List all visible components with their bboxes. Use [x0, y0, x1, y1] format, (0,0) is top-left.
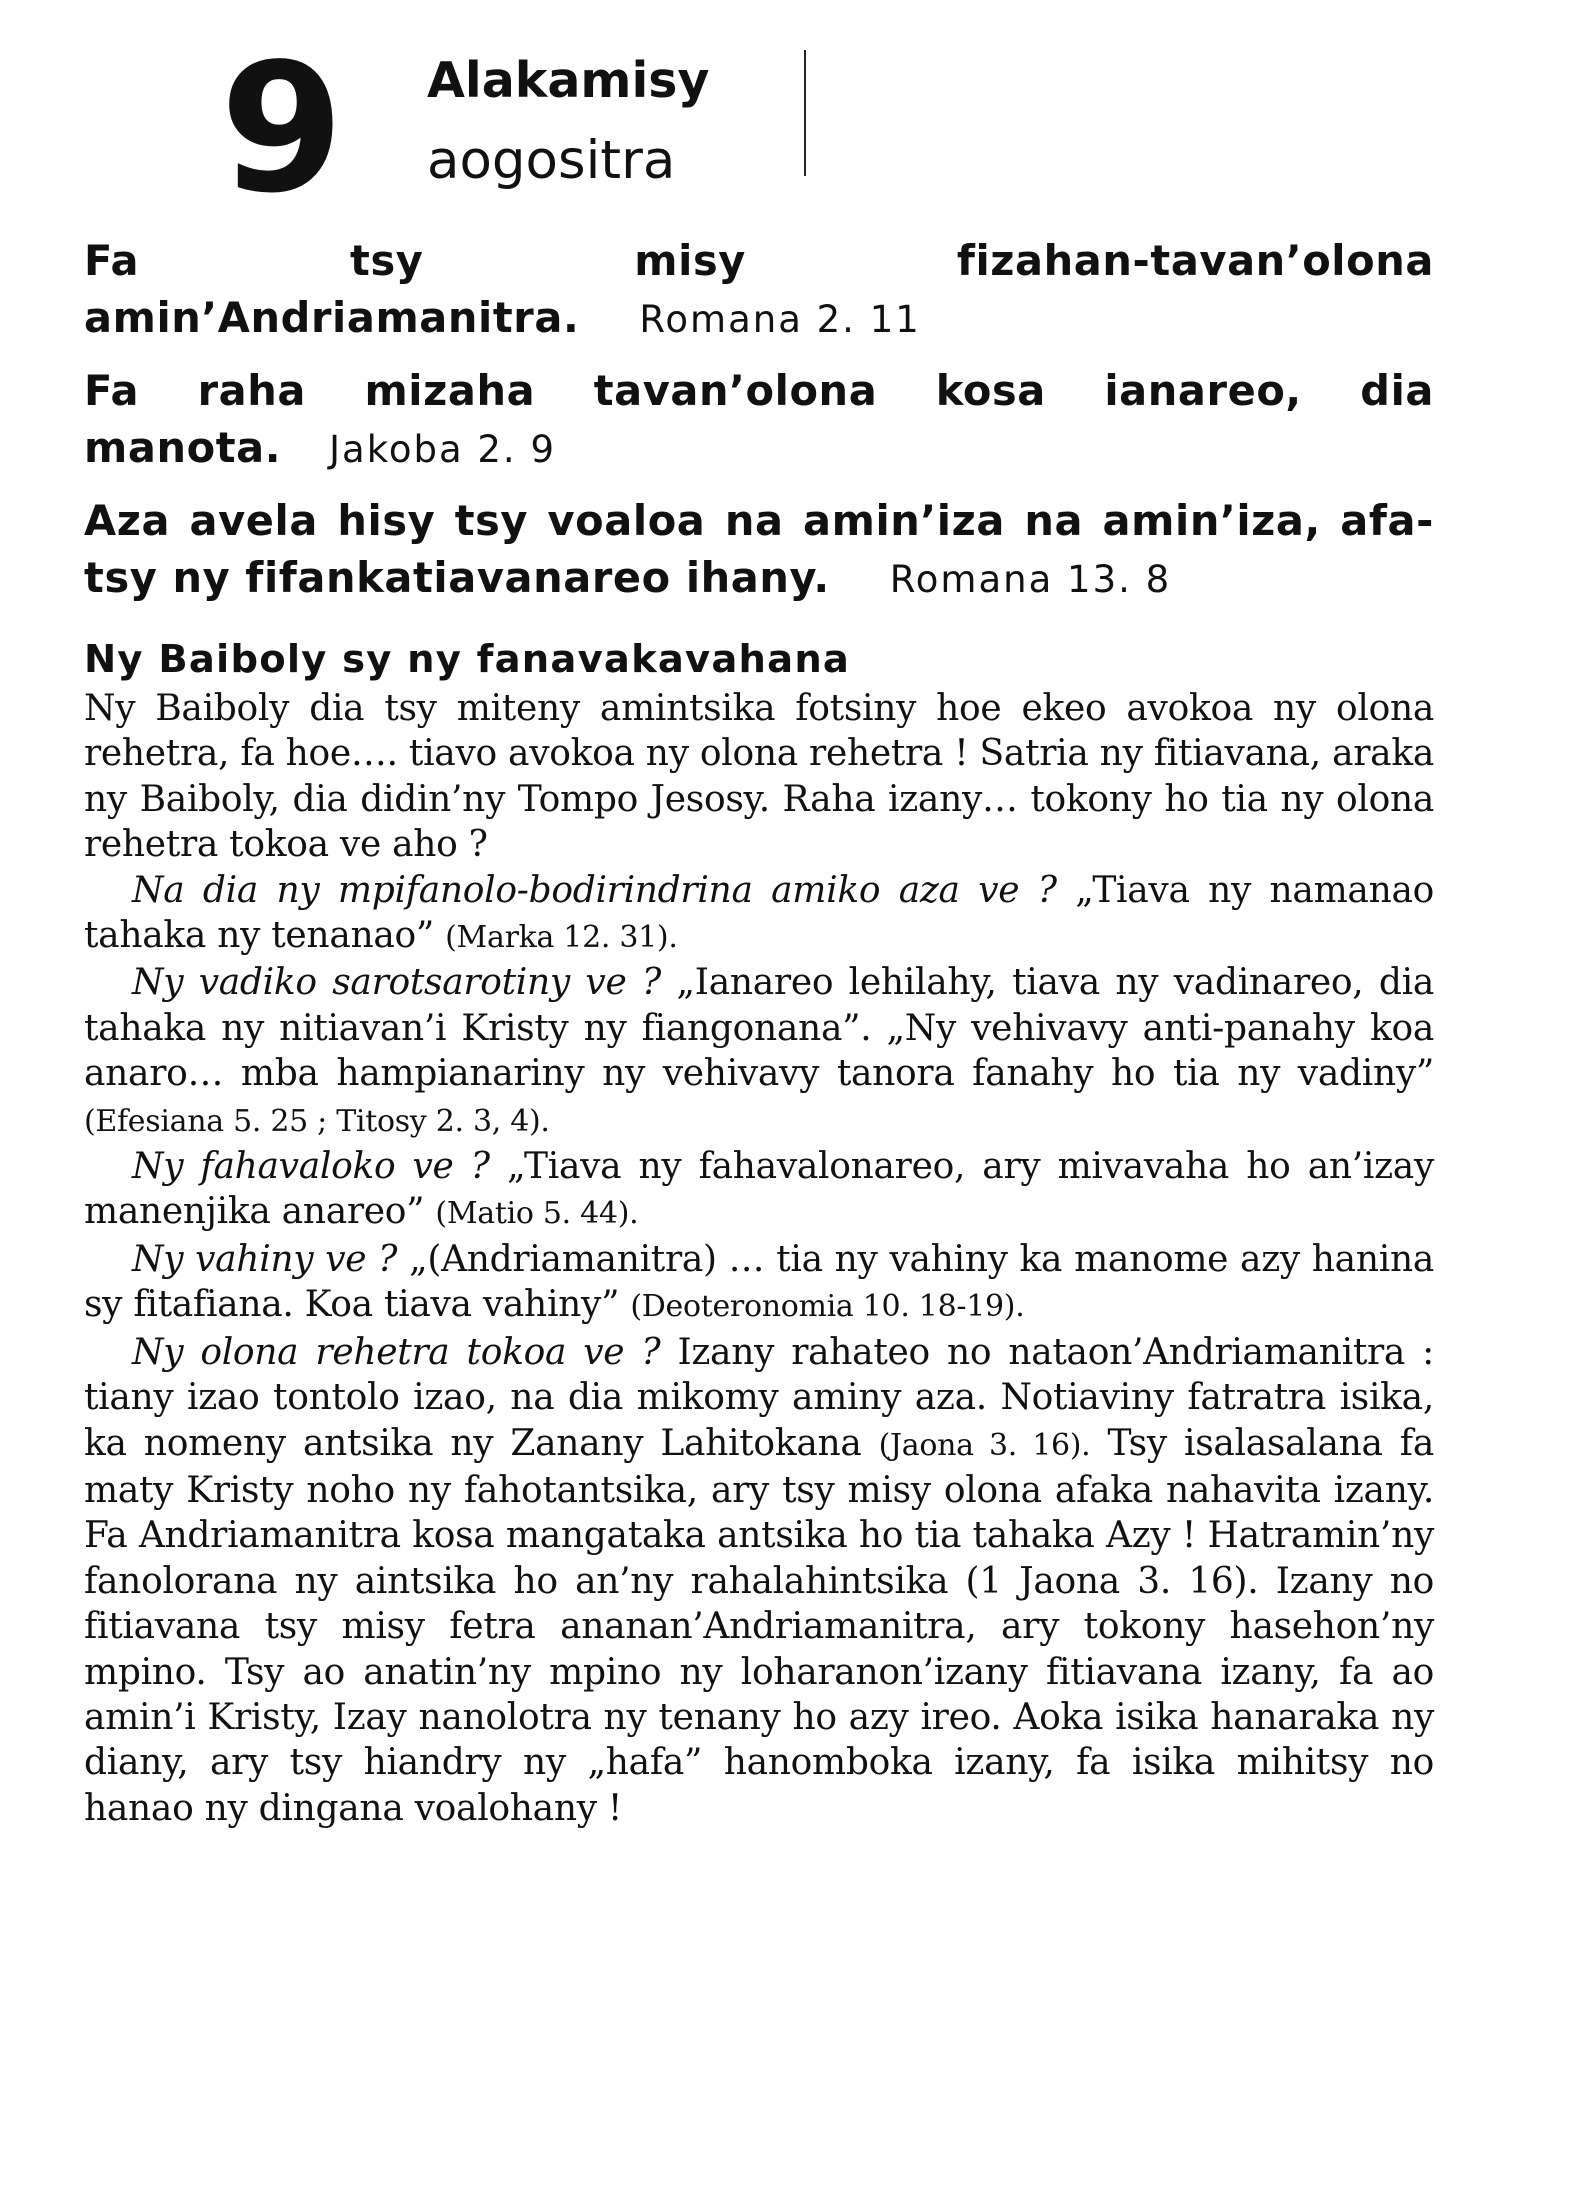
- paragraph-question: Ny fahavaloko ve ?: [132, 1146, 490, 1188]
- day-number: 9: [220, 25, 340, 232]
- verse-text: Aza avela hisy tsy voaloa na amin’iza na amin’iza, afa-tsy ny fifankatiavanareo ihany.: [84, 496, 1434, 602]
- paragraph-question: Ny vadiko sarotsarotiny ve ?: [132, 962, 661, 1004]
- verse-reference: Jakoba 2. 9: [329, 428, 556, 471]
- paragraph-question: Ny olona rehetra tokoa ve ?: [132, 1331, 661, 1373]
- verse-reference: Romana 2. 11: [639, 298, 921, 341]
- paragraph-text: „(Andriamanitra) … tia ny vahiny ka manome azy hanina sy fitafiana. Koa tiava vahiny”: [84, 1238, 1434, 1326]
- verse-reference: Romana 13. 8: [889, 558, 1172, 601]
- paragraph-citation: (Marka 12. 31).: [445, 920, 678, 956]
- article-paragraph: [84, 1144, 1434, 1237]
- paragraph-question: Na dia ny mpifanolo-bodirindrina amiko aza ve ?: [132, 869, 1057, 911]
- paragraph-text: „Tiava ny fahavalonareo, ary mivavaha ho an’izay manenjika anareo”: [84, 1146, 1435, 1233]
- paragraph-citation: (Deoteronomia 10. 18-19).: [630, 1289, 1025, 1325]
- paragraph-citation: (Efesiana 5. 25 ; Titosy 2. 3, 4).: [84, 1103, 550, 1139]
- verse-text: Fa raha mizaha tavan’olona kosa ianareo, dia manota.: [84, 366, 1434, 472]
- article-body: [84, 686, 1434, 1831]
- article-title: Ny Baiboly sy ny fanavakavahana: [84, 637, 851, 682]
- month-label: aogositra: [427, 130, 676, 191]
- verse-text: Fa tsy misy fizahan-tavan’olona amin’Andriamanitra.: [84, 236, 1434, 342]
- verse-2: [84, 362, 1434, 478]
- verse-3: [84, 492, 1434, 608]
- article-intro: Ny Baiboly dia tsy miteny amintsika fotsiny hoe ekeo avokoa ny olona rehetra, fa hoe…. tiavo avokoa ny olona rehetra ! Satria ny fitiavana, araka ny Baiboly, dia didin’ny Tompo Jesosy. Raha izany… tokony ho tia ny olona rehetra tokoa ve aho ?: [84, 688, 1434, 866]
- paragraph-question: Ny vahiny ve ?: [132, 1238, 398, 1280]
- article-paragraph: [84, 868, 1434, 961]
- paragraph-citation: (Matio 5. 44).: [435, 1196, 639, 1232]
- weekday-label: Alakamisy: [427, 52, 710, 109]
- devotional-page: [84, 0, 1434, 2188]
- paragraph-text: Izany rahateo no nataon’Andriamanitra : tiany izao tontolo izao, na dia mikomy aminy aza. Notiaviny fatratra isika, ka nomeny antsika ny Zanany Lahitokana: [84, 1331, 1434, 1464]
- paragraph-continuation: Tsy isalasalana fa maty Kristy noho ny fahotantsika, ary tsy misy olona afaka nahavita izany. Fa Andriamanitra kosa mangataka antsika ho tia tahaka Azy ! Hatramin’ny fanolorana ny aintsika ho an’ny rahalahintsika (1 Jaona 3. 16). Izany no fitiavana tsy misy fetra ananan’Andriamanitra, ary tokony hasehon’ny mpino. Tsy ao anatin’ny mpino ny loharanon’izany fitiavana izany, fa ao amin’i Kristy, Izay nanolotra ny tenany ho azy ireo. Aoka isika hanaraka ny diany, ary tsy hiandry ny „hafa” hanomboka izany, fa isika mihitsy no hanao ny dingana voalohany !: [84, 1422, 1434, 1829]
- header-divider: [804, 50, 806, 176]
- article-paragraph: [84, 1330, 1434, 1831]
- article-paragraph: [84, 960, 1434, 1144]
- verse-1: [84, 232, 1434, 348]
- article-paragraph: [84, 1237, 1434, 1330]
- paragraph-text: „Tiava ny namanao tahaka ny tenanao”: [84, 869, 1434, 957]
- paragraph-citation: (Jaona 3. 16).: [878, 1427, 1091, 1463]
- paragraph-text: „Ianareo lehilahy, tiava ny vadinareo, dia tahaka ny nitiavan’i Kristy ny fiangonana”. „Ny vehivavy anti-panahy koa anaro… mba hampianariny ny vehivavy tanora fanahy ho tia ny vadiny”: [84, 962, 1434, 1095]
